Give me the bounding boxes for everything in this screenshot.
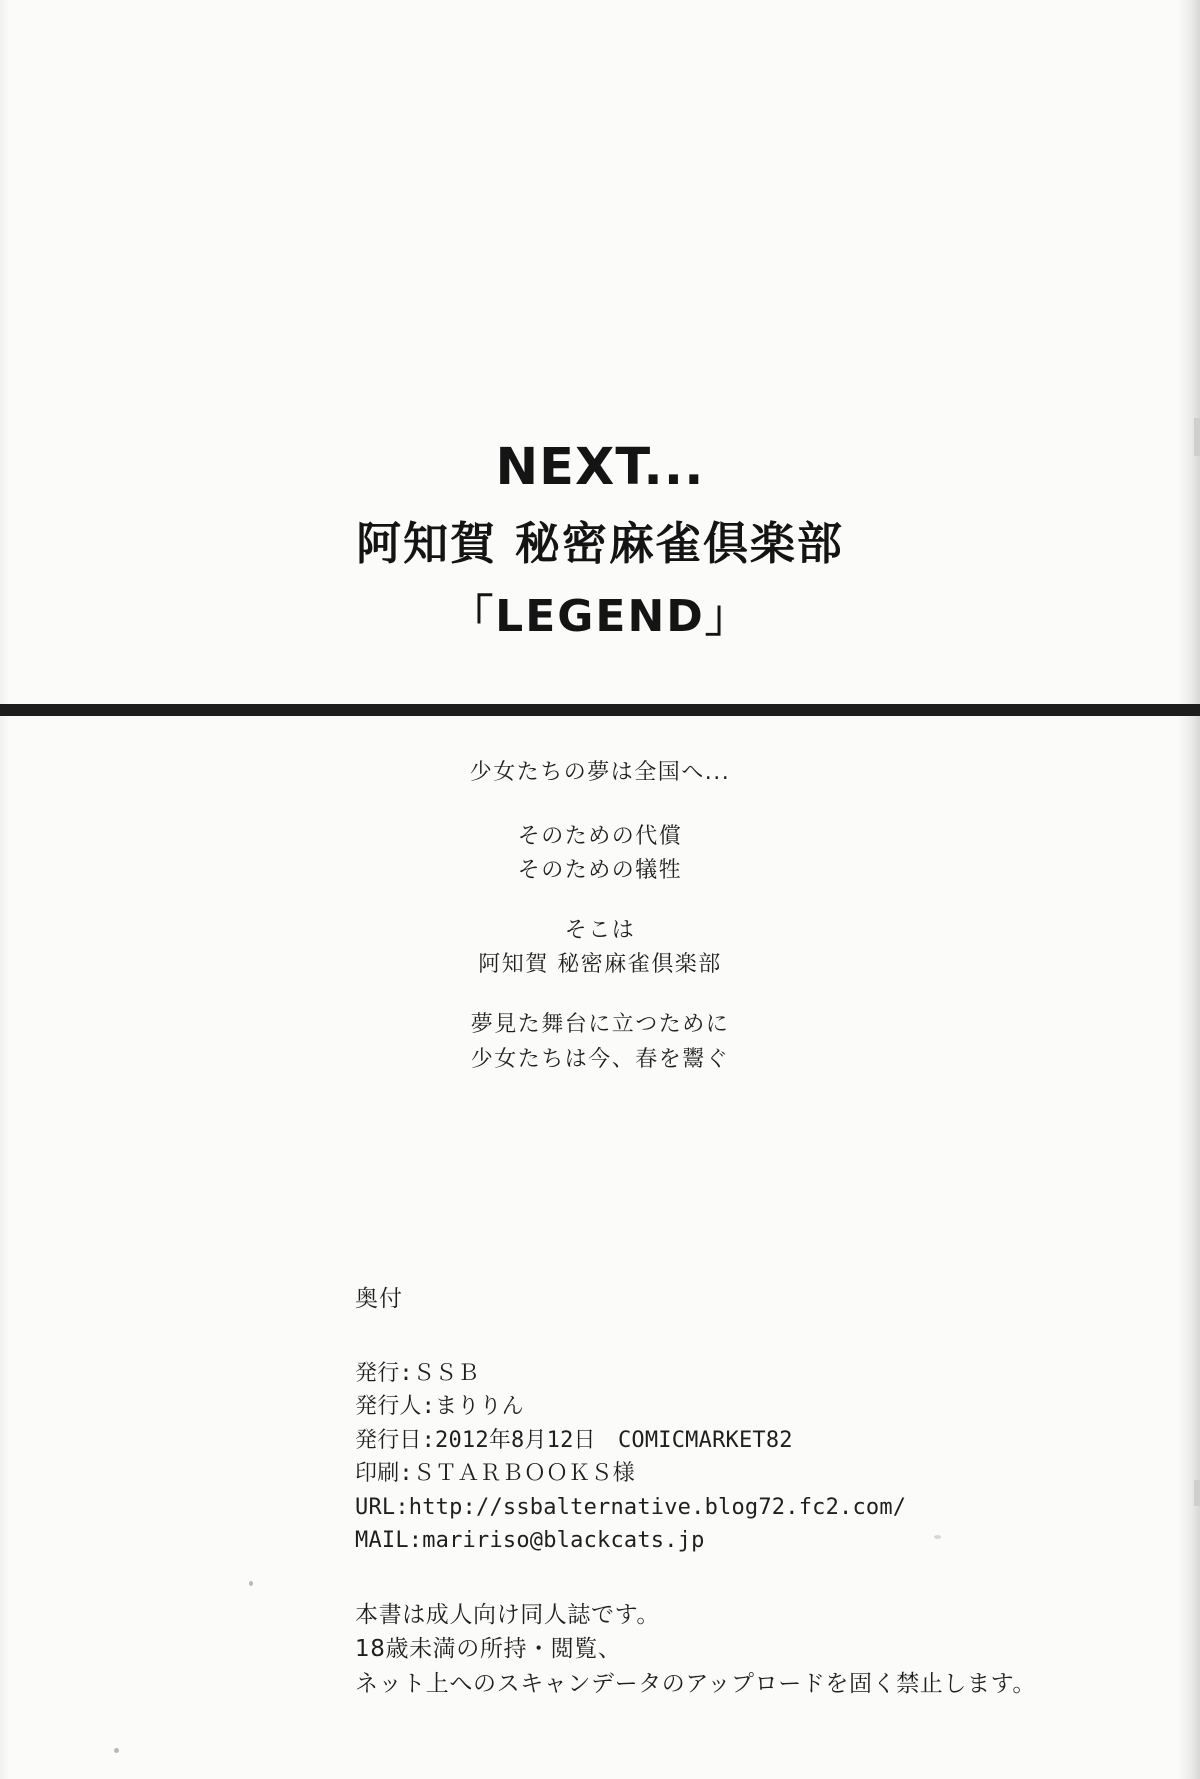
colophon-publish-date: 発行日:2012年8月12日 COMICMARKET82 [355, 1427, 793, 1453]
age-notice-line-2: 18歳未満の所持・閲覧、 [355, 1636, 622, 1663]
poem-block [0, 756, 1200, 1077]
age-notice-line-3: ネット上へのスキャンデータのアップロードを固く禁止します。 [355, 1670, 1036, 1697]
scan-artifact [1194, 1480, 1200, 1506]
colophon-mail[interactable]: MAIL:maririso@blackcats.jp [355, 1528, 705, 1554]
colophon-heading: 奥付 [355, 1286, 403, 1312]
poem-line-1: 少女たちの夢は全国へ... [469, 760, 731, 785]
colophon-block [355, 1280, 1115, 1701]
series-title: 阿知賀 秘密麻雀倶楽部 [356, 517, 844, 571]
poem-line-7: 少女たちは今、春を鬻ぐ [470, 1046, 730, 1072]
poem-line-2: そのための代償 [517, 824, 683, 850]
title-block [0, 440, 1200, 642]
next-label: NEXT... [495, 438, 705, 497]
colophon-url[interactable]: URL:http://ssbalternative.blog72.fc2.com/ [355, 1494, 907, 1520]
colophon-publisher: 発行:ＳＳＢ [355, 1361, 480, 1386]
poem-line-5: 阿知賀 秘密麻雀倶楽部 [478, 952, 722, 978]
scan-speck [249, 1581, 253, 1586]
page-title: 「LEGEND」 [449, 590, 751, 642]
colophon-list [355, 1357, 1115, 1558]
poem-line-3: そのための犠牲 [517, 858, 683, 884]
colophon-publisher-person: 発行人:まりりん [355, 1394, 524, 1420]
scan-speck [114, 1748, 119, 1753]
poem-line-4: そこは [564, 918, 636, 944]
colophon-printer: 印刷:ＳＴＡＲＢＯＯＫＳ様 [355, 1461, 635, 1487]
age-notice [355, 1598, 1115, 1702]
poem-line-6: 夢見た舞台に立つために [470, 1012, 730, 1038]
age-notice-line-1: 本書は成人向け同人誌です。 [355, 1601, 660, 1628]
divider-rule [0, 704, 1200, 716]
